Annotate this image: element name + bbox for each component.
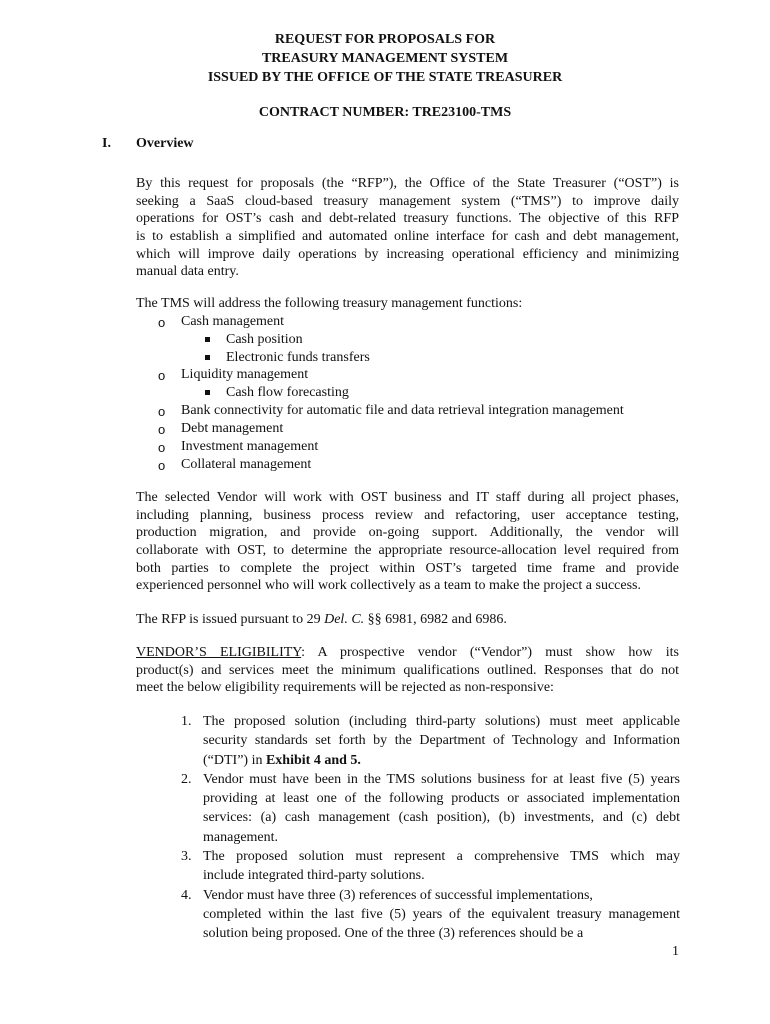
list-item-line: Vendor must have been in the TMS solutions business for at least five (5) years	[203, 771, 680, 787]
page-number: 1	[672, 944, 679, 959]
function-investment: Investment management	[181, 439, 319, 454]
functions-intro: The TMS will address the following treasury management functions:	[136, 296, 523, 311]
contract-number: CONTRACT NUMBER: TRE23100-TMS	[258, 105, 512, 120]
rfp-statute-line	[136, 611, 507, 629]
list-item-number: 3.	[181, 849, 192, 865]
paragraph-line: manual data entry.	[136, 264, 239, 280]
paragraph-line: is to establish a simplified and automated online interface for cash and debt management,	[136, 229, 679, 245]
function-debt: Debt management	[181, 421, 284, 436]
paragraph-line: By this request for proposals (the “RFP”), the Office of the State Treasurer (“OST”) is	[136, 176, 679, 191]
list-item-line: security standards set forth by the Department of Technology and Information	[203, 733, 680, 749]
paragraph-line: product(s) and services meet the minimum qualifications outlined. Responses that do not	[136, 662, 679, 678]
title-line-2: TREASURY MANAGEMENT SYSTEM	[261, 51, 509, 66]
square-bullet-icon	[205, 349, 210, 367]
list-item-bold: Exhibit 4 and 5.	[265, 752, 361, 768]
list-item-number: 1.	[181, 714, 192, 729]
paragraph-line: operations for OST’s cash and debt-related treasury functions. The objective of this RFP	[136, 211, 679, 227]
section-title: Overview	[136, 136, 194, 151]
list-item-line: providing at least one of the following products or associated implementation	[203, 791, 680, 807]
list-item	[181, 713, 680, 771]
list-item-line: The proposed solution (including third-party solutions) must meet applicable	[203, 714, 680, 729]
paragraph-line: production migration, and provide on-going support. Additionally, the vendor will	[136, 525, 679, 541]
eligibility-paragraph	[136, 644, 679, 697]
rfp-statute-prefix: The RFP is issued pursuant to 29	[136, 612, 325, 627]
paragraph-line: both parties to complete the project within OST’s targeted time frame and provide	[136, 560, 679, 576]
list-item-number: 2.	[181, 771, 192, 787]
list-item-line: completed within the last five (5) years of the equivalent treasury management	[203, 906, 680, 922]
overview-paragraph	[136, 175, 679, 281]
section-number: I.	[102, 136, 111, 151]
rfp-statute-suffix: §§ 6981, 6982 and 6986.	[364, 612, 507, 627]
title-line-1: REQUEST FOR PROPOSALS FOR	[274, 32, 496, 47]
function-cash-management: Cash management	[181, 314, 285, 329]
list-item-number: 4.	[181, 887, 192, 903]
eligibility-label: VENDOR’S ELIGIBILITY	[136, 645, 302, 660]
circle-bullet-icon: o	[158, 458, 166, 473]
list-item-line: Vendor must have three (3) references of successful implementations,	[203, 887, 593, 903]
function-cash-position: Cash position	[226, 332, 303, 347]
eligibility-line1-rest: : A prospective vendor (“Vendor”) must show how its	[301, 645, 679, 660]
function-liquidity: Liquidity management	[181, 367, 309, 382]
paragraph-line: meet the below eligibility requirements will be rejected as non-responsive:	[136, 680, 554, 696]
circle-bullet-icon: o	[158, 422, 166, 437]
square-bullet-icon	[205, 331, 210, 349]
circle-bullet-icon: o	[158, 368, 166, 383]
paragraph-line: experienced personnel who will work collectively as a team to make the project a success.	[136, 578, 641, 594]
list-item-line: The proposed solution must represent a comprehensive TMS which may	[203, 849, 680, 865]
list-item-line: management.	[203, 829, 279, 845]
function-collateral: Collateral management	[181, 457, 312, 472]
rfp-statute-italic: Del. C.	[324, 612, 365, 627]
paragraph-line: seeking a SaaS cloud-based treasury management system (“TMS”) to improve daily	[136, 193, 679, 209]
circle-bullet-icon: o	[158, 315, 166, 330]
list-item-line: services: (a) cash management (cash position), (b) investments, and (c) debt	[203, 810, 680, 826]
circle-bullet-icon: o	[158, 404, 166, 419]
function-cash-flow: Cash flow forecasting	[226, 385, 349, 400]
paragraph-line: including planning, business process review and refactoring, user acceptance testing,	[136, 507, 679, 523]
title-line-3: ISSUED BY THE OFFICE OF THE STATE TREASURER	[207, 70, 563, 85]
list-item	[181, 887, 680, 945]
document-title	[0, 30, 770, 87]
function-bank-connectivity: Bank connectivity for automatic file and data retrieval integration management	[181, 403, 624, 418]
list-item-line	[203, 752, 680, 771]
circle-bullet-icon: o	[158, 440, 166, 455]
paragraph-line: which will improve daily operations by increasing operational efficiency and minimizing	[136, 246, 679, 262]
paragraph-line: collaborate with OST, to determine the appropriate resource-allocation level required from	[136, 543, 679, 559]
list-item-line: include integrated third-party solutions.	[203, 868, 425, 884]
list-item	[181, 771, 680, 848]
list-item	[181, 848, 680, 887]
function-eft: Electronic funds transfers	[226, 350, 370, 365]
paragraph-line: The selected Vendor will work with OST business and IT staff during all project phases,	[136, 490, 679, 505]
square-bullet-icon	[205, 384, 210, 402]
vendor-paragraph	[136, 489, 679, 595]
paragraph-line	[136, 644, 679, 662]
requirements-list	[181, 713, 680, 945]
list-item-line: solution being proposed. One of the three (3) references should be a	[203, 926, 584, 942]
list-item-text: (“DTI”) in	[203, 752, 266, 768]
